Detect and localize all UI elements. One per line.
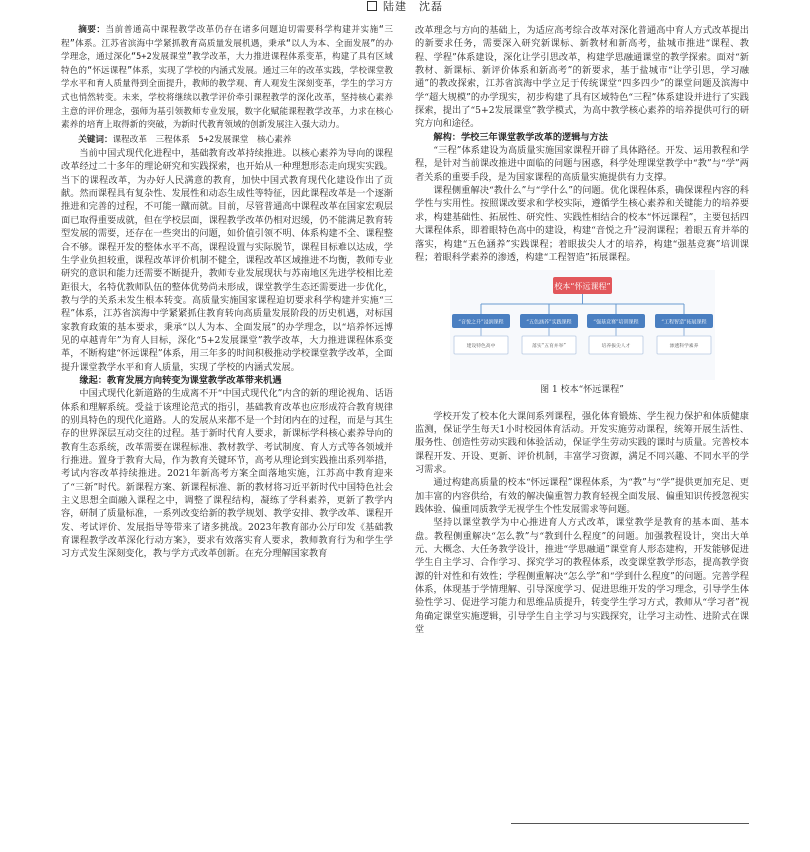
course-diagram-svg [450, 270, 715, 380]
diagram-subnode-label: 建设特色高中 [466, 344, 495, 350]
paragraph: 通过构建高质量的校本“怀远课程”课程体系，为“教”与“学”提供更加充足、更加丰富的内容供给，有效的解决偏重智力教育轻视全面发展、偏重知识传授忽视实践体验、偏重同质教学无视学生个性发展需求等问题。 [415, 477, 749, 515]
keywords-text: 课程改革 三程体系 5+2发展课堂 核心素养 [112, 134, 292, 145]
header-square-icon [367, 1, 377, 11]
abstract-label: 摘要： [78, 25, 106, 35]
paragraph: 当前中国式现代化进程中，基础教育改革持续推进。以核心素养为导向的课程改革经过二十多年的理论研究和实践探索，也开始从一种理想形态走向现实实践。当下的课程改革，为办好人民满意的教育，加快中国式教育现代化建设作出了贡献。然而课程具有复杂性、发展性和动态生成性等特征，因此课程改革是一个逐渐推进和完善的过程，不可能一蹴而就。目前，尽管普通高中课程改革在国家宏观层面已取得重要成就，但在学校层面，课程教学改革仍相对迟缓，仍不能满足教育转型发展的需要，还存在一些突出的问题，如价值引领不明、体系构建不全、课程整合不够。课程开发的整体水平不高，课程设置与实际脱节，课程目标难以达成，学生学业负担较重，课程改革评价机制不健全，课程改革区域推进不均衡，教师专业研究的意识和能力还需要不断提升，教师专业发展现状与苏南地区先进学校相比差距很大，名特优教师队伍的整体优势尚未形成，课堂教学生态还需要进一步优化，教与学的关系未发生根本转变。高质量实施国家课程迫切要求科学构建并实施“三程”体系，江苏省滨海中学紧紧抓住教育转向高质量发展阶段的历史机遇，对标国家教育政策的基本要求，秉承“以人为本、全面发展”的办学理念，以“培养怀远博见的卓越青年”为育人目标，深化“5+2发展课堂”教学改革，大力推进课程体系变革，不断构建“怀远课程”体系，用三年多的时间积极推动学校课堂教学改革，全面提升课堂教学水平和育人质量，实现了学校的内涵式发展。 [61, 148, 393, 373]
section-heading-origin: 缘起：教育发展方向转变为课堂教学改革带来机遇 [79, 374, 282, 386]
left-column [61, 24, 393, 561]
header-authors: 陆建 沈磊 [383, 0, 443, 13]
paragraph: “三程”体系建设为高质量实施国家课程开辟了具体路径。开发、运用教程和学程，是针对当前课改推进中面临的问题与困惑，科学处理课堂教学中“教”与“学”两者关系的重要手段，是为国家课程的高质量实施提供有力支撑。 [415, 145, 749, 183]
paragraph: 课程侧重解决“教什么”与“学什么”的问题。优化课程体系，确保课程内容的科学性与实用性。按照课改要求和学校实际，遵循学生核心素养和关键能力的培养要求，构建基础性、拓展性、研究性、实践性相结合的校本“怀远课程”，主要包括四大课程体系，即着眼特色高中的建设，构建“音悦之升”浸润课程；着眼五育并举的落实，构建“五色涵养”实践课程；着眼拔尖人才的培养，构建“强基竞赛”培训课程；着眼科学素养的渗透，构建“工程智造”拓展课程。 [415, 185, 749, 263]
paragraph: 中国式现代化新道路的生成离不开“中国式现代化”内含的新的理论视角、话语体系和理解系统。受益于该理论范式的指引，基础教育改革也应形成符合教育规律的别具特色的现代化道路。人的发展从来都不是一个封闭内在的过程，而是与其生存的世界深层互动交往的过程。基于新时代育人要求，新课标学科核心素养导向的教育生态系统，改革需要在课程标准、教材教学、考试制度、育人方式等各领域并行推进。置身于教育大局，作为教育关键环节，高考从理论到实践推出系列举措，考试内容改革持续推进。2021年新高考方案全面落地实施，江苏高中教育迎来了“三新”时代。新课程方案、新课程标准、新的教材将习近平新时代中国特色社会主义思想全面融入课程之中，调整了课程结构，凝练了学科素养，更新了教学内容，研制了质量标准，一系列改变给新的教学规划、教学安排、教学改革、课程开发、考试评价、发展指导等带来了诸多挑战。2023年教育部办公厅印发《基础教育课程教学改革深化行动方案》，要求有效落实育人要求，教师教育行为和学生学习方式发生深刻变化，教与学方式改革创新。在充分理解国家教育 [61, 388, 393, 560]
paragraph: 改革理念与方向的基础上，为适应高考综合改革对深化普通高中育人方式改革提出的新要求任务，需要深入研究新课标、新教材和新高考，盐城市推进“课程、教程、学程”体系建设，深化让学引思改革，构建学思融通课堂的教学探索。面对“新教材、新课标、新评价体系和新高考”的新要求，基于盐城市“让学引思，学习融通”的教改探索，江苏省滨海中学立足于传统课堂“四多四少”的课堂问题及滨海中学“超大规模”的办学现实，初步构建了具有区域特色“三程”体系建设并进行了实践探索，提出了“5+2发展课堂”教学模式，为高中教学核心素养的培养提供可行的研究方向和途径。 [415, 25, 749, 130]
diagram-root-label: 校本“怀远课程” [553, 282, 611, 292]
page-header [0, 0, 810, 18]
diagram-subnode-label: 落实“五育并举” [531, 344, 566, 350]
abstract [61, 24, 393, 133]
keywords-label: 关键词： [78, 134, 113, 145]
paragraph: 坚持以课堂教学为中心推进育人方式改革，课堂教学是教育的基本面、基本盘。教程侧重解决“怎么教”与“教到什么程度”的问题。加强教程设计，突出大单元、大概念、大任务教学设计，推进“学思融通”课堂育人形态建构，开发能够促进学生自主学习、合作学习、探究学习的教程体系，改变课堂教学形态，提高教学资源的针对性和有效性；学程侧重解决“怎么学”和“学到什么程度”的问题。完善学程体系，体现基于学情理解、引导深度学习、促进思维开发的学习理念，引导学生体验性学习、促进学习能力和思维品质提升，转变学生学习方式，教师从“学习者”视角确定课堂实施逻辑，引导学生自主学习与实践探究，让学习主动性、进阶式在课堂 [415, 517, 749, 636]
keywords [61, 134, 393, 147]
right-column [415, 24, 749, 636]
figure-course-diagram [450, 270, 715, 380]
section-heading-deconstruction: 解构：学校三年课堂教学改革的逻辑与方法 [433, 131, 608, 143]
footnote-rule [511, 823, 749, 824]
diagram-node-label: “五色涵养”实践课程 [525, 319, 572, 326]
diagram-node-label: “工程智造”拓展课程 [660, 319, 707, 326]
paragraph: 学校开发了校本化大课间系列课程，强化体育锻炼、学生视力保护和体质健康监测，保证学生每天1小时校园体育活动。开发实施劳动课程，统筹开展生活性、服务性、创造性劳动实践和体验活动，保证学生劳动实践的课时与质量。完善校本课程开发、开设、更新、评价机制，丰富学习资源，满足不同兴趣、不同水平的学习需求。 [415, 410, 749, 475]
diagram-subnode-label: 培养拔尖人才 [601, 344, 630, 350]
diagram-node-label: “音悦之升”浸润课程 [457, 319, 504, 326]
figure-caption: 图 1 校本“怀远课程” [540, 385, 624, 396]
diagram-node-label: “强基竞赛”培训课程 [592, 319, 639, 326]
diagram-subnode-label: 渗透科学素养 [669, 344, 698, 350]
abstract-text: 当前普通高中课程教学改革仍存在诸多问题迫切需要科学构建并实施“三程”体系。江苏省滨海中学紧抓教育高质量发展机遇，秉承“以人为本、全面发展”的办学理念，通过深化“5+2发展课堂”教学改革，大力推进课程体系变革，构建了具有区域特色的“怀远课程”体系，实现了学校的内涵式发展。通过三年的改革实践，学校课堂教学水平和育人质量得到全面提升，教师的教学观、育人观发生深刻变革，学生的学习方式也悄然转变。未来，学校将继续以教学评价牵引课程教学的深化改革，坚持核心素养主意的评价理念，强师为基引领教师专业发展，数字化赋能课程教学改革，力求在核心素养的培育上取得新的突破，为新时代教育领域的创新发展注入强大动力。 [61, 25, 393, 131]
